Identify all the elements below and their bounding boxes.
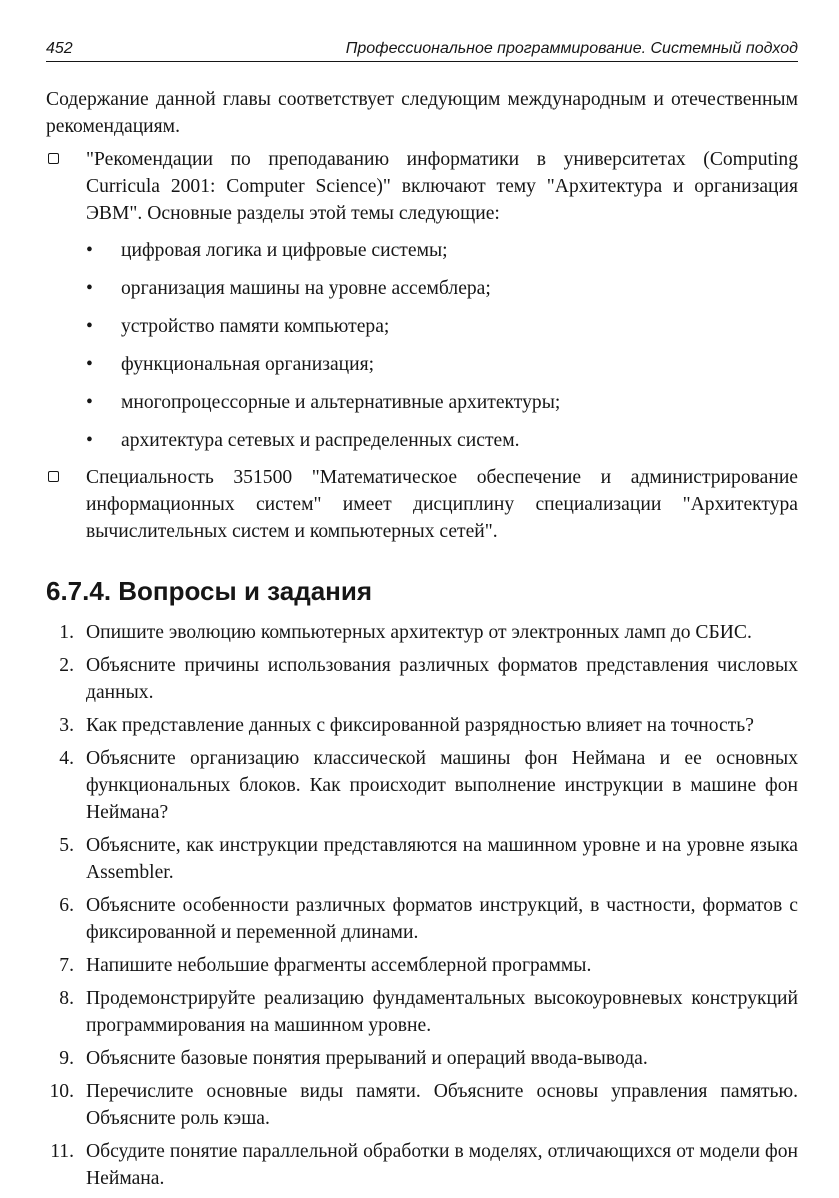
question-text: Продемонстрируйте реализацию фундаментальных высокоуровневых конструкций программирования на машинном уровне.: [86, 988, 798, 1036]
question-number: 2.: [59, 655, 74, 676]
bullet-dot-icon: •: [86, 392, 93, 413]
topic-text: цифровая логика и цифровые системы;: [121, 240, 448, 261]
topic-text: организация машины на уровне ассемблера;: [121, 278, 491, 299]
question-number: 5.: [59, 835, 74, 856]
question-item: [46, 712, 798, 739]
question-number: 9.: [59, 1048, 74, 1069]
question-text: Опишите эволюцию компьютерных архитектур от электронных ламп до СБИС.: [86, 622, 752, 643]
square-bullet-icon: [48, 471, 59, 482]
recommendation-text: "Рекомендации по преподаванию информатики в университетах (Computing Curricula 2001: Computer Science)" включают тему "Архитектура и организация ЭВМ". Основные разделы этой темы следующие:: [86, 149, 798, 224]
bullet-dot-icon: •: [86, 278, 93, 299]
bullet-dot-icon: •: [86, 354, 93, 375]
square-bullet-icon: [48, 153, 59, 164]
question-text: Объясните причины использования различных форматов представления числовых данных.: [86, 655, 798, 703]
page-body: [46, 86, 798, 1198]
question-item: [46, 985, 798, 1039]
topic-item: [86, 237, 798, 264]
question-item: [46, 1045, 798, 1072]
question-number: 10.: [49, 1081, 74, 1102]
question-item: [46, 619, 798, 646]
topic-list: [86, 237, 798, 454]
bullet-dot-icon: •: [86, 430, 93, 451]
question-text: Напишите небольшие фрагменты ассемблерной программы.: [86, 955, 592, 976]
question-number: 3.: [59, 715, 74, 736]
bullet-dot-icon: •: [86, 316, 93, 337]
topic-item: [86, 275, 798, 302]
recommendation-text: Специальность 351500 "Математическое обеспечение и администрирование информационных систем" имеет дисциплину специализации "Архитектура вычислительных систем и компьютерных сетей".: [86, 467, 798, 542]
section-heading: 6.7.4. Вопросы и задания: [46, 576, 373, 606]
header-rule: [46, 61, 798, 62]
question-text: Объясните организацию классической машины фон Неймана и ее основных функциональных блоков. Как происходит выполнение инструкции в машине фон Неймана?: [86, 748, 798, 823]
question-item: [46, 892, 798, 946]
question-item: [46, 745, 798, 826]
question-item: [46, 952, 798, 979]
bullet-dot-icon: •: [86, 240, 93, 261]
topic-item: [86, 313, 798, 340]
running-header: [46, 38, 798, 62]
question-item: [46, 832, 798, 886]
question-item: [46, 1138, 798, 1192]
question-text: Обсудите понятие параллельной обработки в моделях, отличающихся от модели фон Неймана.: [86, 1141, 798, 1189]
recommendation-item: [46, 146, 798, 454]
recommendation-item: [46, 464, 798, 545]
topic-text: архитектура сетевых и распределенных систем.: [121, 430, 520, 451]
question-number: 7.: [59, 955, 74, 976]
topic-text: многопроцессорные и альтернативные архитектуры;: [121, 392, 561, 413]
topic-item: [86, 427, 798, 454]
question-text: Объясните базовые понятия прерываний и операций ввода-вывода.: [86, 1048, 648, 1069]
question-number: 6.: [59, 895, 74, 916]
question-item: [46, 1078, 798, 1132]
topic-text: функциональная организация;: [121, 354, 375, 375]
topic-item: [86, 389, 798, 416]
question-item: [46, 652, 798, 706]
topic-text: устройство памяти компьютера;: [121, 316, 390, 337]
question-list: [46, 619, 798, 1192]
question-text: Перечислите основные виды памяти. Объясните основы управления памятью. Объясните роль кэша.: [86, 1081, 798, 1129]
question-text: Объясните, как инструкции представляются на машинном уровне и на уровне языка Assembler.: [86, 835, 798, 883]
running-title: Профессиональное программирование. Системный подход: [345, 40, 798, 57]
intro-paragraph: Содержание данной главы соответствует следующим международным и отечественным рекомендациям.: [46, 89, 798, 137]
page-number: 452: [46, 40, 73, 57]
question-text: Объясните особенности различных форматов инструкций, в частности, форматов с фиксированной и переменной длинами.: [86, 895, 798, 943]
question-number: 11.: [50, 1141, 74, 1162]
question-number: 8.: [59, 988, 74, 1009]
question-number: 4.: [59, 748, 74, 769]
question-number: 1.: [59, 622, 74, 643]
question-text: Как представление данных с фиксированной разрядностью влияет на точность?: [86, 715, 754, 736]
topic-item: [86, 351, 798, 378]
